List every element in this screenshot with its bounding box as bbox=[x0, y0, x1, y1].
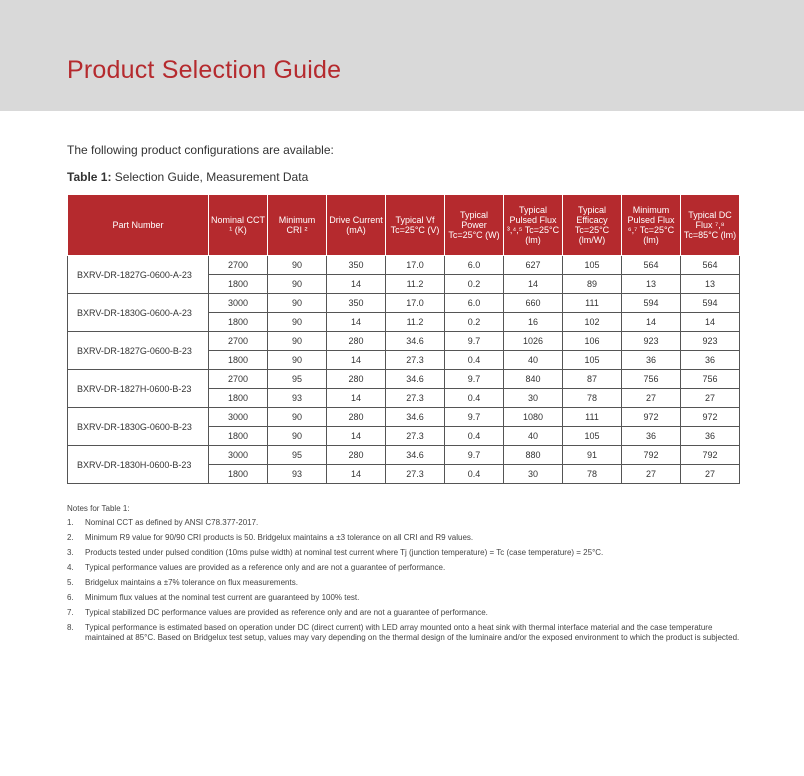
table-cell: 14 bbox=[327, 313, 386, 332]
table-cell: 14 bbox=[327, 427, 386, 446]
table-cell: 27 bbox=[622, 465, 681, 484]
note-number: 7. bbox=[67, 608, 74, 617]
table-row bbox=[68, 446, 740, 465]
table-cell: 87 bbox=[563, 370, 622, 389]
note-item bbox=[67, 593, 747, 603]
table-cell: 34.6 bbox=[386, 408, 445, 427]
table-cell: 34.6 bbox=[386, 370, 445, 389]
table-cell: 14 bbox=[327, 351, 386, 370]
table-cell: 1800 bbox=[209, 351, 268, 370]
column-header: Typical Power Tc=25°C (W) bbox=[445, 195, 504, 256]
table-cell: 9.7 bbox=[445, 446, 504, 465]
table-cell: 14 bbox=[681, 313, 740, 332]
table-row bbox=[68, 408, 740, 427]
table-cell: 90 bbox=[268, 313, 327, 332]
notes-title: Notes for Table 1: bbox=[67, 504, 130, 513]
table-cell: 972 bbox=[681, 408, 740, 427]
table-cell: 105 bbox=[563, 351, 622, 370]
table-cell: 27.3 bbox=[386, 465, 445, 484]
column-header: Minimum Pulsed Flux ⁶,⁷ Tc=25°C (lm) bbox=[622, 195, 681, 256]
table-cell: 0.2 bbox=[445, 275, 504, 294]
table-caption-text: Selection Guide, Measurement Data bbox=[111, 170, 309, 184]
table-cell: 27 bbox=[681, 389, 740, 408]
table-cell: 9.7 bbox=[445, 408, 504, 427]
table-cell: 0.4 bbox=[445, 389, 504, 408]
column-header: Nominal CCT ¹ (K) bbox=[209, 195, 268, 256]
table-cell: 90 bbox=[268, 408, 327, 427]
table-cell: 34.6 bbox=[386, 332, 445, 351]
table-cell: 90 bbox=[268, 351, 327, 370]
table-cell: 111 bbox=[563, 408, 622, 427]
note-number: 2. bbox=[67, 533, 74, 542]
part-number-cell: BXRV-DR-1830G-0600-A-23 bbox=[68, 294, 209, 332]
table-cell: 923 bbox=[622, 332, 681, 351]
table-cell: 106 bbox=[563, 332, 622, 351]
table-cell: 972 bbox=[622, 408, 681, 427]
table-cell: 90 bbox=[268, 256, 327, 275]
table-cell: 0.2 bbox=[445, 313, 504, 332]
table-cell: 102 bbox=[563, 313, 622, 332]
table-cell: 627 bbox=[504, 256, 563, 275]
column-header: Typical Pulsed Flux ³,⁴,⁵ Tc=25°C (lm) bbox=[504, 195, 563, 256]
note-number: 4. bbox=[67, 563, 74, 572]
note-item bbox=[67, 608, 747, 618]
table-cell: 280 bbox=[327, 446, 386, 465]
table-cell: 14 bbox=[327, 275, 386, 294]
note-number: 5. bbox=[67, 578, 74, 587]
table-cell: 30 bbox=[504, 389, 563, 408]
table-cell: 27.3 bbox=[386, 427, 445, 446]
table-cell: 14 bbox=[622, 313, 681, 332]
note-text: Typical stabilized DC performance values are provided as reference only and are not a guarantee of performance. bbox=[85, 608, 488, 617]
table-cell: 40 bbox=[504, 351, 563, 370]
table-notes bbox=[67, 504, 747, 648]
part-number-cell: BXRV-DR-1827H-0600-B-23 bbox=[68, 370, 209, 408]
table-cell: 13 bbox=[681, 275, 740, 294]
table-cell: 17.0 bbox=[386, 256, 445, 275]
table-cell: 923 bbox=[681, 332, 740, 351]
table-cell: 36 bbox=[681, 351, 740, 370]
table-cell: 6.0 bbox=[445, 294, 504, 313]
note-text: Typical performance is estimated based on operation under DC (direct current) with LED array mounted onto a heat sink with thermal interface material and the case temperature maintained at 85°C. Based on Bridgelux test setup, values may vary depending on the thermal design of the luminaire and/or the exposed environment to which the product is subjected. bbox=[85, 623, 740, 642]
table-cell: 3000 bbox=[209, 294, 268, 313]
table-cell: 0.4 bbox=[445, 427, 504, 446]
note-text: Minimum R9 value for 90/90 CRI products is 50. Bridgelux maintains a ±3 tolerance on all CRI and R9 values. bbox=[85, 533, 474, 542]
selection-guide-table bbox=[67, 194, 740, 484]
table-cell: 3000 bbox=[209, 446, 268, 465]
table-cell: 36 bbox=[681, 427, 740, 446]
column-header: Typical Vf Tc=25°C (V) bbox=[386, 195, 445, 256]
table-cell: 90 bbox=[268, 294, 327, 313]
column-header: Part Number bbox=[68, 195, 209, 256]
table-cell: 350 bbox=[327, 256, 386, 275]
table-cell: 564 bbox=[681, 256, 740, 275]
table-cell: 594 bbox=[622, 294, 681, 313]
table-cell: 350 bbox=[327, 294, 386, 313]
table-cell: 0.4 bbox=[445, 465, 504, 484]
table-cell: 105 bbox=[563, 427, 622, 446]
table-cell: 280 bbox=[327, 332, 386, 351]
table-cell: 16 bbox=[504, 313, 563, 332]
table-cell: 27 bbox=[681, 465, 740, 484]
note-item bbox=[67, 518, 747, 528]
table-cell: 9.7 bbox=[445, 370, 504, 389]
table-cell: 90 bbox=[268, 275, 327, 294]
table-cell: 36 bbox=[622, 427, 681, 446]
column-header: Typical DC Flux ⁷,⁸ Tc=85°C (lm) bbox=[681, 195, 740, 256]
table-cell: 564 bbox=[622, 256, 681, 275]
note-text: Typical performance values are provided as a reference only and are not a guarantee of performance. bbox=[85, 563, 446, 572]
table-cell: 1800 bbox=[209, 275, 268, 294]
table-row bbox=[68, 256, 740, 275]
table-cell: 27.3 bbox=[386, 351, 445, 370]
notes-list bbox=[67, 518, 747, 643]
table-cell: 1800 bbox=[209, 389, 268, 408]
table-cell: 0.4 bbox=[445, 351, 504, 370]
table-cell: 30 bbox=[504, 465, 563, 484]
table-cell: 13 bbox=[622, 275, 681, 294]
column-header: Minimum CRI ² bbox=[268, 195, 327, 256]
note-number: 3. bbox=[67, 548, 74, 557]
table-cell: 111 bbox=[563, 294, 622, 313]
table-row bbox=[68, 332, 740, 351]
table-row bbox=[68, 294, 740, 313]
table-cell: 34.6 bbox=[386, 446, 445, 465]
table-cell: 93 bbox=[268, 389, 327, 408]
note-number: 6. bbox=[67, 593, 74, 602]
table-cell: 280 bbox=[327, 370, 386, 389]
table-caption-label: Table 1: bbox=[67, 170, 112, 184]
table-cell: 78 bbox=[563, 465, 622, 484]
table-cell: 95 bbox=[268, 370, 327, 389]
note-number: 8. bbox=[67, 623, 74, 632]
table-cell: 90 bbox=[268, 332, 327, 351]
table-cell: 90 bbox=[268, 427, 327, 446]
table-cell: 27.3 bbox=[386, 389, 445, 408]
note-text: Bridgelux maintains a ±7% tolerance on flux measurements. bbox=[85, 578, 298, 587]
table-cell: 9.7 bbox=[445, 332, 504, 351]
table-cell: 27 bbox=[622, 389, 681, 408]
note-text: Products tested under pulsed condition (10ms pulse width) at nominal test current where Tj (junction temperature) = Tc (case temperature) = 25°C. bbox=[85, 548, 604, 557]
note-item bbox=[67, 623, 747, 643]
table-cell: 89 bbox=[563, 275, 622, 294]
table-cell: 6.0 bbox=[445, 256, 504, 275]
table-cell: 1800 bbox=[209, 313, 268, 332]
table-cell: 1080 bbox=[504, 408, 563, 427]
table-cell: 14 bbox=[327, 465, 386, 484]
note-text: Nominal CCT as defined by ANSI C78.377-2017. bbox=[85, 518, 259, 527]
table-cell: 660 bbox=[504, 294, 563, 313]
table-cell: 880 bbox=[504, 446, 563, 465]
column-header: Drive Current (mA) bbox=[327, 195, 386, 256]
table-cell: 792 bbox=[681, 446, 740, 465]
note-text: Minimum flux values at the nominal test current are guaranteed by 100% test. bbox=[85, 593, 360, 602]
intro-text: The following product configurations are available: bbox=[67, 143, 334, 157]
table-cell: 40 bbox=[504, 427, 563, 446]
table-cell: 594 bbox=[681, 294, 740, 313]
table-cell: 1800 bbox=[209, 427, 268, 446]
table-cell: 840 bbox=[504, 370, 563, 389]
table-cell: 2700 bbox=[209, 370, 268, 389]
table-cell: 11.2 bbox=[386, 313, 445, 332]
table-cell: 756 bbox=[681, 370, 740, 389]
note-item bbox=[67, 563, 747, 573]
table-caption bbox=[67, 170, 308, 184]
table-cell: 2700 bbox=[209, 256, 268, 275]
table-cell: 792 bbox=[622, 446, 681, 465]
table-cell: 36 bbox=[622, 351, 681, 370]
column-header: Typical Efficacy Tc=25°C (lm/W) bbox=[563, 195, 622, 256]
table-cell: 95 bbox=[268, 446, 327, 465]
part-number-cell: BXRV-DR-1827G-0600-B-23 bbox=[68, 332, 209, 370]
table-cell: 17.0 bbox=[386, 294, 445, 313]
part-number-cell: BXRV-DR-1830H-0600-B-23 bbox=[68, 446, 209, 484]
note-item bbox=[67, 578, 747, 588]
table-cell: 93 bbox=[268, 465, 327, 484]
table-cell: 1026 bbox=[504, 332, 563, 351]
part-number-cell: BXRV-DR-1830G-0600-B-23 bbox=[68, 408, 209, 446]
table-cell: 105 bbox=[563, 256, 622, 275]
part-number-cell: BXRV-DR-1827G-0600-A-23 bbox=[68, 256, 209, 294]
table-cell: 280 bbox=[327, 408, 386, 427]
note-item bbox=[67, 533, 747, 543]
table-cell: 2700 bbox=[209, 332, 268, 351]
table-header-row bbox=[68, 195, 740, 256]
note-item bbox=[67, 548, 747, 558]
table-cell: 3000 bbox=[209, 408, 268, 427]
table-cell: 756 bbox=[622, 370, 681, 389]
table-cell: 78 bbox=[563, 389, 622, 408]
note-number: 1. bbox=[67, 518, 74, 527]
table-cell: 91 bbox=[563, 446, 622, 465]
table-cell: 14 bbox=[327, 389, 386, 408]
page-title: Product Selection Guide bbox=[67, 56, 342, 84]
table-cell: 1800 bbox=[209, 465, 268, 484]
table-cell: 11.2 bbox=[386, 275, 445, 294]
table-row bbox=[68, 370, 740, 389]
table-cell: 14 bbox=[504, 275, 563, 294]
